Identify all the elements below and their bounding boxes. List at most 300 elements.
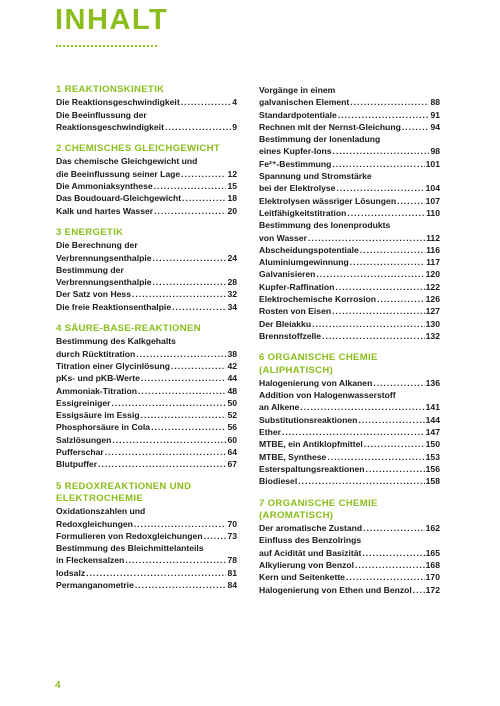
dot-leader <box>153 252 227 264</box>
toc-page-number: 127 <box>425 306 440 317</box>
toc-entry-title: in Fleckensalzen <box>56 555 125 566</box>
toc-entry-line <box>259 559 440 571</box>
toc-entry-title: Oxidationszahlen und <box>56 506 146 517</box>
toc-entry-line <box>56 567 237 579</box>
toc-entry[interactable] <box>259 463 440 475</box>
toc-entry-title: Redoxgleichungen <box>56 518 133 529</box>
section-title: 5 REDOXREAKTIONEN UND ELEKTROCHEMIE <box>56 480 192 504</box>
toc-entry-title: durch Rücktitration <box>56 348 136 359</box>
toc-entry[interactable] <box>56 288 237 300</box>
toc-entry-title: Esterspaltungsreaktionen <box>259 463 365 474</box>
toc-page-number: 126 <box>425 294 440 305</box>
toc-page-number: 162 <box>425 523 440 534</box>
toc-entry-line <box>56 434 237 446</box>
toc-entry-line <box>56 518 237 530</box>
toc-entry[interactable] <box>56 434 237 446</box>
toc-entry-title: Das chemische Gleichgewicht und <box>56 156 198 167</box>
dot-leader <box>373 377 424 389</box>
dot-leader <box>316 268 424 280</box>
toc-column-left <box>56 84 237 591</box>
toc-entry-title: Bestimmung des Ionenprodukts <box>259 220 391 231</box>
toc-entry-title: Bestimmung des Bleichmittelanteils <box>56 543 204 554</box>
toc-entry[interactable] <box>259 475 440 487</box>
toc-entry-title: Elektrochemische Korrosion <box>259 294 377 305</box>
toc-page-number: 70 <box>227 518 237 529</box>
toc-page-number: 56 <box>227 422 237 433</box>
toc-entry-title: Verbrennungsenthalpie <box>56 277 152 288</box>
toc-entry[interactable] <box>259 293 440 305</box>
toc-entry-title: Phosphorsäure in Cola <box>56 422 151 433</box>
toc-entry-line <box>56 168 237 180</box>
toc-page-number: 15 <box>227 181 237 192</box>
toc-entry-title: auf Acidität und Basizität <box>259 547 362 558</box>
toc-entry-line <box>259 584 440 596</box>
toc-entry-title: Pufferschar <box>56 447 104 458</box>
toc-page-number: 147 <box>425 427 440 438</box>
toc-entry-line <box>259 571 440 583</box>
dot-leader <box>153 276 227 288</box>
toc-entry-title: Die Beeinflussung der <box>56 109 147 120</box>
toc-entry-line <box>56 579 237 591</box>
dot-leader <box>355 559 425 571</box>
toc-entry-line <box>259 522 440 534</box>
toc-entry-title: Der Bleiakku <box>259 318 312 329</box>
toc-entry-line <box>259 401 440 413</box>
toc-entry[interactable] <box>259 426 440 438</box>
toc-entry-title: Spannung und Stromstärke <box>259 171 372 182</box>
toc-entry[interactable] <box>56 458 237 470</box>
toc-entry-line <box>259 281 440 293</box>
toc-entry[interactable] <box>259 451 440 463</box>
toc-entry-title: Galvanisieren <box>259 269 316 280</box>
dot-leader <box>327 451 424 463</box>
toc-entry-line <box>259 256 440 268</box>
toc-entry-title: Titration einer Glycinlösung <box>56 360 170 371</box>
toc-entry-line <box>259 377 440 389</box>
toc-entry-line <box>56 385 237 397</box>
toc-entry[interactable] <box>56 301 237 313</box>
dot-leader <box>362 547 424 559</box>
toc-entry-line <box>56 530 237 542</box>
toc-entry-line <box>259 145 440 157</box>
toc-page-number: 165 <box>425 547 440 558</box>
dot-leader <box>204 530 227 542</box>
toc-entry-title: Ether <box>259 427 281 438</box>
dot-leader <box>336 182 424 194</box>
toc-entry-line <box>259 534 440 546</box>
section-gap <box>259 342 440 352</box>
section-gap <box>259 488 440 498</box>
toc-entry-line <box>259 389 440 401</box>
toc-entry-title: Halogenierung von Alkanen <box>259 377 373 388</box>
toc-column-right <box>259 84 440 596</box>
toc-entry[interactable] <box>259 559 440 571</box>
dot-leader <box>136 348 226 360</box>
toc-entry-line <box>56 239 237 251</box>
toc-entry[interactable] <box>259 121 440 133</box>
toc-entry-title: Verbrennungsenthalpie <box>56 252 152 263</box>
toc-entry-title: Brennstoffzelle <box>259 330 322 341</box>
toc-page-number: 50 <box>227 397 237 408</box>
toc-entry[interactable] <box>56 579 237 591</box>
toc-entry-line <box>56 264 237 276</box>
toc-entry-title: Fe²⁺-Bestimmung <box>259 158 332 169</box>
toc-page-number: 172 <box>425 584 440 595</box>
toc-page-number: 38 <box>227 348 237 359</box>
toc-page-number: 88 <box>430 97 440 108</box>
toc-entry-line <box>56 301 237 313</box>
toc-entry-title: Biodiesel <box>259 476 298 487</box>
toc-entry-line <box>56 288 237 300</box>
dot-leader <box>346 571 425 583</box>
toc-entry-line <box>56 458 237 470</box>
toc-page-number: 107 <box>425 195 440 206</box>
toc-page-number: 116 <box>426 244 440 255</box>
dot-leader <box>135 579 227 591</box>
dot-leader <box>363 522 425 534</box>
dot-leader <box>181 168 226 180</box>
dot-leader <box>338 109 430 121</box>
toc-entry-title: Ammoniak-Titration <box>56 385 138 396</box>
toc-page-number: 91 <box>430 109 440 120</box>
toc-entry[interactable] <box>56 421 237 433</box>
toc-page-number: 73 <box>227 530 237 541</box>
toc-page-number: 98 <box>430 146 440 157</box>
toc-page-number: 158 <box>425 476 440 487</box>
toc-page-number: 44 <box>227 373 237 384</box>
dot-leader <box>364 438 425 450</box>
toc-entry[interactable] <box>56 505 237 530</box>
dot-leader <box>172 301 226 313</box>
dot-leader <box>350 256 425 268</box>
dot-leader <box>111 397 226 409</box>
section-gap <box>56 313 237 323</box>
title-dotted-rule <box>56 45 157 47</box>
toc-entry-title: die Beeinflussung seiner Lage <box>56 168 181 179</box>
toc-entry[interactable] <box>259 281 440 293</box>
toc-entry[interactable] <box>259 84 440 109</box>
page-title: INHALT <box>55 4 169 36</box>
toc-entry[interactable] <box>259 414 440 426</box>
toc-entry-line <box>56 397 237 409</box>
dot-leader <box>366 463 425 475</box>
toc-entry-line <box>56 409 237 421</box>
toc-entry[interactable] <box>56 397 237 409</box>
toc-entry-line <box>259 207 440 219</box>
toc-page-number: 34 <box>227 301 237 312</box>
toc-entry[interactable] <box>56 155 237 180</box>
dot-leader <box>377 293 425 305</box>
toc-entry-line <box>56 180 237 192</box>
dot-leader <box>300 401 424 413</box>
toc-page-number: 130 <box>425 318 440 329</box>
toc-page-number: 12 <box>227 168 237 179</box>
toc-page-number: 94 <box>430 121 440 132</box>
toc-entry-title: galvanischen Element <box>259 97 350 108</box>
toc-entry-title: Kern und Seitenkette <box>259 572 345 583</box>
toc-entry-line <box>56 192 237 204</box>
toc-entry-title: bei der Elektrolyse <box>259 183 336 194</box>
dot-leader <box>332 305 425 317</box>
dot-leader <box>154 205 226 217</box>
toc-entry-title: Leitfähigkeitstitration <box>259 207 347 218</box>
toc-entry[interactable] <box>259 318 440 330</box>
toc-entry-line <box>259 170 440 182</box>
toc-entry[interactable] <box>259 268 440 280</box>
toc-entry-title: Standardpotentiale <box>259 109 337 120</box>
toc-entry-line <box>259 330 440 342</box>
toc-entry-line <box>56 542 237 554</box>
toc-entry-title: Addition von Halogenwasserstoff <box>259 390 396 401</box>
dot-leader <box>335 281 424 293</box>
toc-entry[interactable] <box>259 256 440 268</box>
toc-page-number: 136 <box>425 377 440 388</box>
toc-entry-line <box>56 554 237 566</box>
toc-page-number: 144 <box>425 414 440 425</box>
toc-entry-line <box>56 348 237 360</box>
toc-entry[interactable] <box>56 542 237 567</box>
toc-page-number: 101 <box>425 158 440 169</box>
toc-page-number: 20 <box>227 205 237 216</box>
toc-entry-line <box>259 414 440 426</box>
dot-leader <box>402 121 430 133</box>
toc-entry-line <box>259 133 440 145</box>
toc-entry[interactable] <box>259 438 440 450</box>
toc-entry-title: Bestimmung der <box>56 264 124 275</box>
toc-entry[interactable] <box>56 530 237 542</box>
toc-entry[interactable] <box>56 96 237 108</box>
dot-leader <box>112 434 226 446</box>
toc-entry-line <box>56 372 237 384</box>
toc-entry[interactable] <box>259 170 440 195</box>
dot-leader <box>347 207 425 219</box>
toc-entry[interactable] <box>56 239 237 264</box>
toc-entry-line <box>259 426 440 438</box>
toc-entry-title: Essigsäure im Essig <box>56 410 140 421</box>
toc-entry[interactable] <box>56 205 237 217</box>
dot-leader <box>141 372 227 384</box>
toc-entry-title: Einfluss des Benzolrings <box>259 535 362 546</box>
toc-entry[interactable] <box>56 180 237 192</box>
toc-entry-title: Formulieren von Redoxgleichungen <box>56 530 203 541</box>
toc-page-number: 110 <box>426 207 440 218</box>
toc-entry-line <box>259 244 440 256</box>
toc-page-number: 104 <box>425 183 440 194</box>
toc-page-number: 9 <box>232 121 237 132</box>
toc-page-number: 24 <box>227 252 237 263</box>
toc-page-number: 67 <box>227 459 237 470</box>
toc-entry[interactable] <box>259 244 440 256</box>
toc-entry[interactable] <box>259 207 440 219</box>
toc-entry-title: Abscheidungspotentiale <box>259 244 359 255</box>
toc-entry[interactable] <box>259 133 440 158</box>
toc-entry[interactable] <box>259 377 440 389</box>
toc-page-number: 117 <box>426 257 440 268</box>
toc-entry[interactable] <box>259 219 440 244</box>
toc-entry[interactable] <box>56 567 237 579</box>
toc-entry-line <box>259 293 440 305</box>
toc-entry-line <box>56 335 237 347</box>
toc-entry-line <box>259 305 440 317</box>
toc-entry-title: Salzlösungen <box>56 434 112 445</box>
toc-page-number: 42 <box>227 360 237 371</box>
toc-page-number: 32 <box>227 289 237 300</box>
dot-leader <box>134 518 227 530</box>
toc-entry[interactable] <box>56 192 237 204</box>
toc-entry-line <box>56 421 237 433</box>
section-gap <box>56 133 237 143</box>
toc-entry-line <box>259 84 440 96</box>
dot-leader <box>181 96 232 108</box>
dot-leader <box>171 360 226 372</box>
toc-page-number: 28 <box>227 277 237 288</box>
toc-entry-title: Permanganometrie <box>56 579 134 590</box>
toc-entry-title: Alkylierung von Benzol <box>259 559 355 570</box>
toc-entry[interactable] <box>259 195 440 207</box>
toc-entry[interactable] <box>56 109 237 134</box>
toc-entry-line <box>56 109 237 121</box>
toc-entry[interactable] <box>259 330 440 342</box>
toc-page-number: 156 <box>425 463 440 474</box>
dot-leader <box>138 385 226 397</box>
toc-page-number: 168 <box>425 559 440 570</box>
toc-page-number: 84 <box>227 579 237 590</box>
dot-leader <box>98 458 226 470</box>
toc-page-number: 153 <box>425 451 440 462</box>
toc-entry[interactable] <box>259 584 440 596</box>
toc-entry-title: Die Berechnung der <box>56 240 138 251</box>
dot-leader <box>333 145 430 157</box>
dot-leader <box>151 421 226 433</box>
section-title: 2 CHEMISCHES GLEICHGEWICHT <box>56 143 220 155</box>
toc-entry-title: Der Satz von Hess <box>56 289 131 300</box>
section-title: 6 ORGANISCHE CHEMIE (ALIPHATISCH) <box>259 352 378 376</box>
section-gap <box>56 471 237 481</box>
toc-entry[interactable] <box>259 158 440 170</box>
toc-entry[interactable] <box>259 534 440 559</box>
toc-entry-line <box>259 438 440 450</box>
toc-entry[interactable] <box>56 409 237 421</box>
dot-leader <box>397 195 425 207</box>
toc-entry-line <box>259 121 440 133</box>
toc-entry-title: Bestimmung des Kalkgehalts <box>56 336 176 347</box>
dot-leader <box>413 584 425 596</box>
toc-page-number: 4 <box>232 97 237 108</box>
toc-entry-line <box>259 475 440 487</box>
toc-entry[interactable] <box>56 446 237 458</box>
toc-entry[interactable] <box>56 264 237 289</box>
toc-page-number: 64 <box>227 447 237 458</box>
toc-page-number: 120 <box>425 269 440 280</box>
toc-page-number: 132 <box>425 330 440 341</box>
toc-entry-title: Elektrolysen wässriger Lösungen <box>259 195 397 206</box>
toc-entry-title: Die freie Reaktionsenthalpie <box>56 301 172 312</box>
dot-leader <box>125 554 226 566</box>
toc-entry[interactable] <box>56 335 237 360</box>
toc-entry-title: Der aromatische Zustand <box>259 523 363 534</box>
section-title: 7 ORGANISCHE CHEMIE (AROMATISCH) <box>259 497 378 521</box>
toc-entry-line <box>56 505 237 517</box>
toc-entry-line <box>259 96 440 108</box>
toc-entry-line <box>259 232 440 244</box>
toc-entry-title: Die Reaktionsgeschwindigkeit <box>56 97 180 108</box>
toc-entry-line <box>259 219 440 231</box>
toc-entry[interactable] <box>259 389 440 414</box>
toc-entry-title: Essigreiniger <box>56 397 111 408</box>
toc-entry[interactable] <box>259 109 440 121</box>
section-title: 3 ENERGETIK <box>56 226 124 238</box>
toc-entry-line <box>56 252 237 264</box>
toc-entry-title: Rechnen mit der Nernst-Gleichung <box>259 121 401 132</box>
dot-leader <box>308 232 425 244</box>
toc-entry[interactable] <box>259 522 440 534</box>
toc-entry-line <box>259 451 440 463</box>
dot-leader <box>154 180 227 192</box>
toc-entry[interactable] <box>56 372 237 384</box>
toc-entry-line <box>56 276 237 288</box>
toc-entry-title: Aluminiumgewinnung <box>259 257 349 268</box>
toc-entry-title: MTBE, Synthese <box>259 451 327 462</box>
toc-entry-title: eines Kupfer-Ions <box>259 146 332 157</box>
dot-leader <box>298 475 424 487</box>
toc-entry[interactable] <box>56 385 237 397</box>
dot-leader <box>132 288 226 300</box>
toc-entry-title: Die Ammoniaksynthese <box>56 181 153 192</box>
toc-entry-line <box>56 205 237 217</box>
toc-entry-title: Blutpuffer <box>56 459 98 470</box>
toc-entry-title: Iodsalz <box>56 567 86 578</box>
dot-leader <box>360 244 425 256</box>
toc-entry-line <box>259 182 440 194</box>
toc-entry-title: an Alkene <box>259 402 300 413</box>
toc-entry[interactable] <box>259 305 440 317</box>
toc-entry-title: Kupfer-Raffination <box>259 281 335 292</box>
toc-page-number: 78 <box>227 555 237 566</box>
toc-entry-line <box>259 109 440 121</box>
toc-entry-title: Kalk und hartes Wasser <box>56 205 154 216</box>
toc-entry-title: Vorgänge in einem <box>259 85 336 95</box>
dot-leader <box>358 414 424 426</box>
toc-entry-title: Das Boudouard-Gleichgewicht <box>56 193 182 204</box>
toc-entry-title: Reaktionsgeschwindigkeit <box>56 121 164 132</box>
dot-leader <box>350 96 429 108</box>
toc-entry-title: Bestimmung der Ionenladung <box>259 134 381 145</box>
section-title: 4 SÄURE-BASE-REAKTIONEN <box>56 323 201 335</box>
toc-entry-line <box>259 547 440 559</box>
toc-entry-line <box>56 96 237 108</box>
dot-leader <box>182 192 226 204</box>
toc-entry-line <box>56 155 237 167</box>
toc-entry[interactable] <box>56 360 237 372</box>
toc-entry-line <box>259 158 440 170</box>
toc-entry-line <box>56 360 237 372</box>
toc-page-number: 52 <box>227 410 237 421</box>
toc-page-number: 48 <box>227 385 237 396</box>
toc-entry-line <box>259 268 440 280</box>
dot-leader <box>322 330 425 342</box>
page-number: 4 <box>55 680 61 691</box>
toc-entry-line <box>259 318 440 330</box>
toc-page-number: 60 <box>227 434 237 445</box>
dot-leader <box>141 409 227 421</box>
toc-page-number: 170 <box>425 572 440 583</box>
toc-entry-title: Rosten von Eisen <box>259 306 332 317</box>
toc-entry-line <box>259 195 440 207</box>
toc-entry-title: von Wasser <box>259 232 307 243</box>
dot-leader <box>282 426 425 438</box>
toc-entry-title: pKs- und pKB-Werte <box>56 373 140 384</box>
toc-entry[interactable] <box>259 571 440 583</box>
